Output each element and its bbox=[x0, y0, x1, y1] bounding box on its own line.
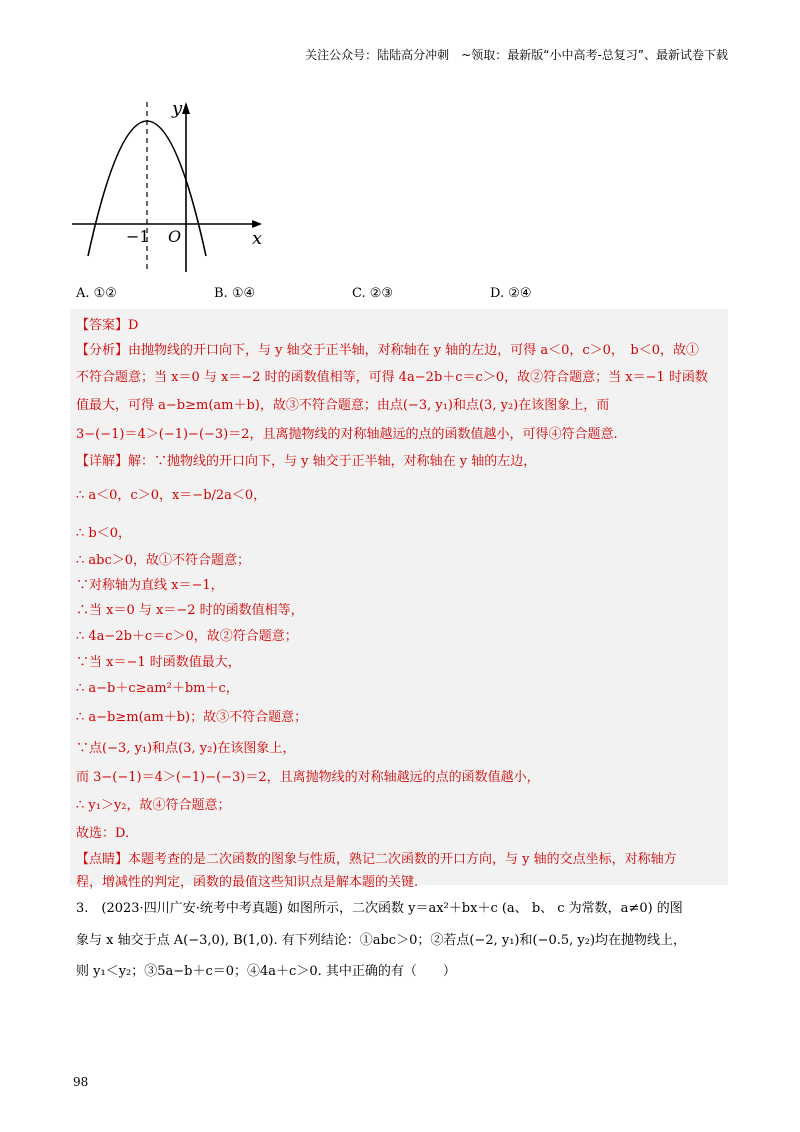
comment-line-1: 【点睛】本题考查的是二次函数的图象与性质，熟记二次函数的开口方向，与 y 轴的交点坐标，对称轴方 bbox=[76, 852, 677, 867]
detail-line-8: ∵当 x＝−1 时函数值最大， bbox=[76, 655, 241, 670]
x-axis-label: x bbox=[252, 228, 263, 249]
analysis-line-2: 不符合题意；当 x＝0 与 x＝−2 时的函数值相等，可得 4a−2b＋c＝c＞0，故②符合题意；当 x＝−1 时函数 bbox=[76, 370, 708, 385]
option-b: B. ①④ bbox=[214, 286, 256, 301]
question-3-line-2: 象与 x 轴交于点 A(−3,0), B(1,0). 有下列结论：①abc＞0；②若点(−2, y₁)和(−0.5, y₂)均在抛物线上， bbox=[76, 933, 687, 948]
detail-line-4: ∴ abc＞0，故①不符合题意； bbox=[76, 553, 251, 568]
page-number: 98 bbox=[73, 1075, 89, 1089]
detail-line-12: 而 3−(−1)＝4＞(−1)−(−3)＝2，且离抛物线的对称轴越远的点的函数值越小， bbox=[76, 770, 540, 785]
detail-line-2: ∴ a＜0，c＞0，x＝−b/2a＜0， bbox=[76, 488, 267, 503]
detail-line-9: ∴ a−b＋c≥am²＋bm＋c， bbox=[76, 681, 239, 696]
detail-line-13: ∴ y₁＞y₂，故④符合题意； bbox=[76, 798, 231, 813]
analysis-line-3: 值最大，可得 a−b≥m(am＋b)，故③不符合题意；由点(−3, y₁)和点(3, y₂)在该图象上，而 bbox=[76, 398, 610, 413]
analysis-line-4: 3−(−1)＝4＞(−1)−(−3)＝2，且离抛物线的对称轴越远的点的函数值越小，可得④符合题意. bbox=[76, 427, 618, 442]
origin-label: O bbox=[168, 227, 182, 246]
answer-line: 【答案】D bbox=[76, 318, 139, 333]
question-3-line-3: 则 y₁＜y₂；③5a−b＋c＝0；④4a＋c＞0. 其中正确的有（ ） bbox=[76, 964, 456, 979]
parabola-graph bbox=[68, 96, 268, 276]
y-axis-arrow bbox=[182, 102, 190, 114]
detail-line-1: 【详解】解：∵抛物线的开口向下，与 y 轴交于正半轴，对称轴在 y 轴的左边， bbox=[76, 454, 537, 469]
detail-line-5: ∵对称轴为直线 x＝−1， bbox=[76, 578, 224, 593]
tick-label-minus-one: −1 bbox=[126, 227, 150, 246]
answer-options bbox=[76, 286, 716, 308]
option-c: C. ②③ bbox=[352, 286, 394, 301]
comment-line-2: 程，增减性的判定，函数的最值这些知识点是解本题的关键. bbox=[76, 875, 419, 890]
detail-line-11: ∵点(−3, y₁)和点(3, y₂)在该图象上， bbox=[76, 741, 296, 756]
detail-line-7: ∴ 4a−2b＋c＝c＞0，故②符合题意； bbox=[76, 629, 298, 644]
detail-line-6: ∴当 x＝0 与 x＝−2 时的函数值相等， bbox=[76, 603, 304, 618]
detail-line-3: ∴ b＜0， bbox=[76, 526, 131, 541]
detail-line-14: 故选：D. bbox=[76, 826, 130, 841]
detail-line-10: ∴ a−b≥m(am＋b)；故③不符合题意； bbox=[76, 710, 308, 725]
question-3-line-1: 3. (2023·四川广安·统考中考真题) 如图所示，二次函数 y＝ax²＋bx＋c (a、 b、 c 为常数，a≠0) 的图 bbox=[76, 901, 683, 916]
y-axis-label: y bbox=[172, 98, 183, 119]
option-d: D. ②④ bbox=[490, 286, 532, 301]
option-a: A. ①② bbox=[76, 286, 117, 301]
x-axis-arrow bbox=[252, 220, 262, 228]
page-header: 关注公众号：陆陆高分冲刺 ~领取：最新版“小中高考-总复习”、最新试卷下载 bbox=[305, 48, 728, 62]
analysis-line-1: 【分析】由抛物线的开口向下，与 y 轴交于正半轴，对称轴在 y 轴的左边，可得 a＜0，c＞0， b＜0，故① bbox=[76, 343, 700, 358]
